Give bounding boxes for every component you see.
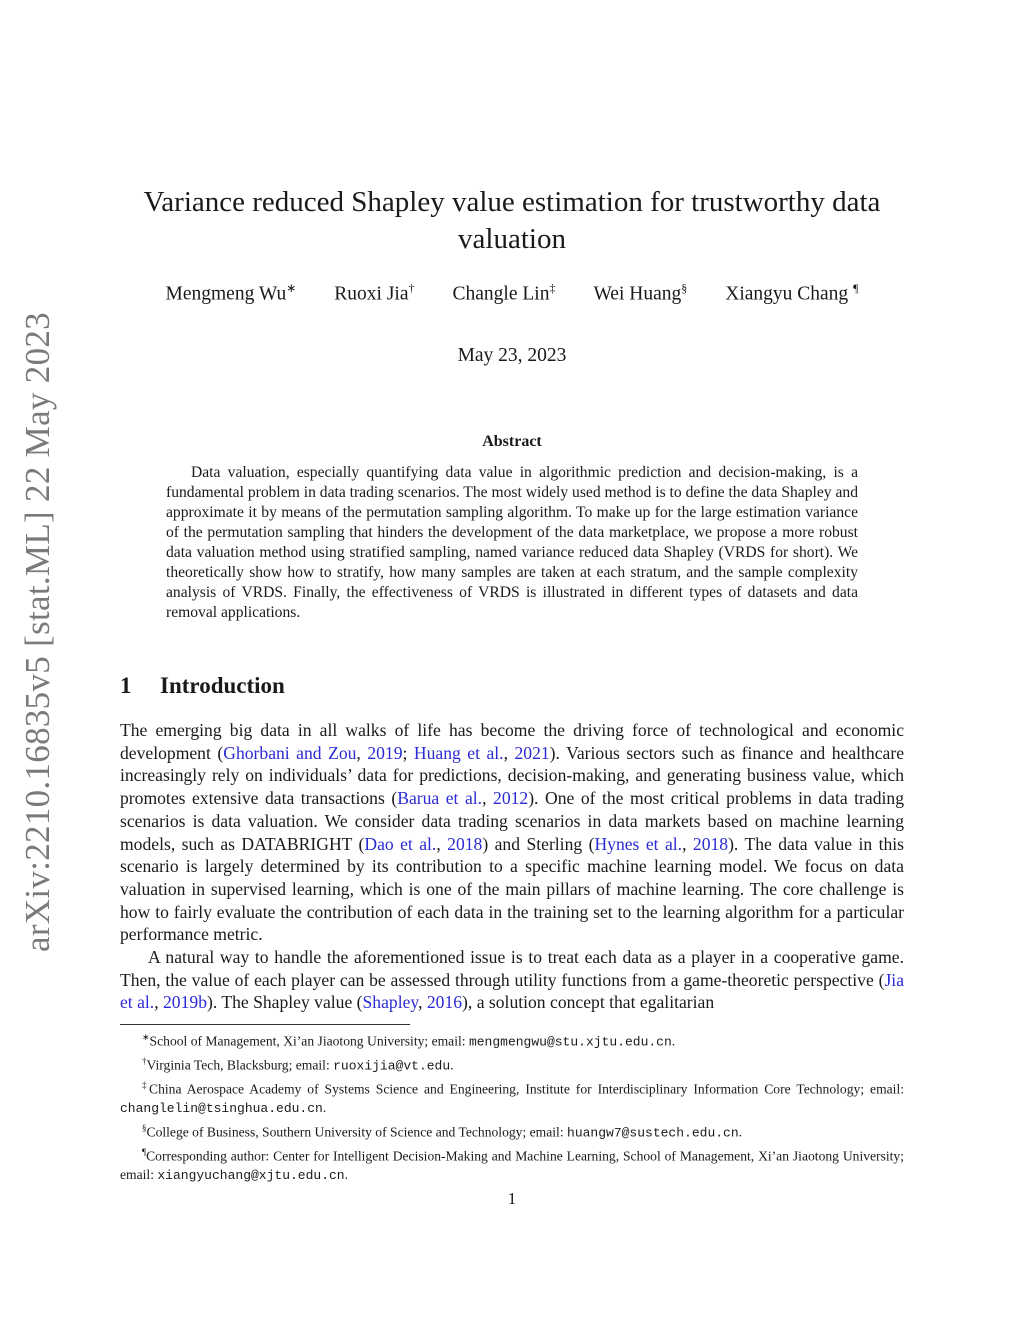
footnote-mark: ¶ xyxy=(142,1147,147,1158)
footnote xyxy=(120,1052,904,1076)
footnote-mark[interactable]: § xyxy=(681,281,688,295)
citation-link[interactable]: 2019b xyxy=(163,992,207,1013)
footnote-punct: . xyxy=(322,1100,327,1116)
citation-link[interactable]: 2019 xyxy=(367,742,403,763)
footnote-punct: . xyxy=(671,1033,676,1049)
footnote-mark: § xyxy=(142,1122,147,1133)
section-heading xyxy=(120,673,285,699)
citation-link[interactable]: Ghorbani and Zou xyxy=(223,742,357,763)
footnote-mark: ∗ xyxy=(142,1032,150,1042)
paragraph-text: ). One of the most critical problems in data trading scenarios is data valuation. We consider data trading scenarios in data markets based on machine learning models, such as DATABRIGHT ( xyxy=(120,788,904,854)
author xyxy=(166,281,297,306)
footnote-mark: ‡ xyxy=(142,1080,150,1091)
author xyxy=(593,281,687,306)
author-name: Mengmeng Wu xyxy=(165,283,287,305)
footnote-text: Corresponding author: Center for Intelligent Decision-Making and Machine Learning, School of Management, Xi’an Jiaotong University; email: xyxy=(120,1148,904,1183)
paragraph-text: , xyxy=(482,788,494,809)
author xyxy=(453,281,556,306)
footnote-text: China Aerospace Academy of Systems Science and Engineering, Institute for Interdisciplinary Information Core Technology; email: xyxy=(149,1081,905,1097)
footnote-divider xyxy=(120,1024,410,1025)
citation-link[interactable]: 2018 xyxy=(447,833,483,854)
author xyxy=(334,281,414,306)
body-paragraph xyxy=(120,946,904,1014)
citation-link[interactable]: 2016 xyxy=(426,992,463,1013)
footnote xyxy=(120,1028,904,1052)
footnote-email: xiangyuchang@xjtu.edu.cn xyxy=(157,1168,345,1184)
footnote-email: mengmengwu@stu.xjtu.edu.cn xyxy=(468,1034,672,1050)
citation-link[interactable]: 2018 xyxy=(692,833,729,854)
citation-link[interactable]: Jia et al. xyxy=(120,969,904,1013)
citation-link[interactable]: Huang et al. xyxy=(413,742,504,763)
citation-link[interactable]: Shapley xyxy=(362,992,419,1013)
footnote-mark[interactable]: ∗ xyxy=(286,281,297,295)
citation-link[interactable]: 2021 xyxy=(514,742,550,763)
footnote xyxy=(120,1143,904,1186)
paragraph-text: ). The Shapley value ( xyxy=(206,992,363,1013)
footnote xyxy=(120,1119,904,1143)
citation-link[interactable]: Dao et al. xyxy=(364,833,437,854)
footnote-mark[interactable]: ‡ xyxy=(549,281,556,295)
paragraph-text: A natural way to handle the aforementioned issue is to treat each data as a player in a cooperative game. Then, the value of each player can be assessed through utility functions from a game-theoretic perspective ( xyxy=(120,947,904,990)
abstract-heading: Abstract xyxy=(482,433,542,450)
paragraph-text: ). The data value in this scenario is largely determined by its contribution to a specific machine learning model. We focus on data valuation in supervised learning, which is one of the main pillars of machine learning. The core challenge is how to fairly evaluate the contribution of each data in the training set to the learning algorithm for a particular performance metric. xyxy=(120,833,905,945)
paper-title: Variance reduced Shapley value estimation for trustworthy data valuation xyxy=(143,186,881,255)
paragraph-text: ) and Sterling ( xyxy=(482,833,595,854)
paragraph-text: , xyxy=(356,742,368,763)
author-name: Ruoxi Jia xyxy=(334,283,409,305)
footnote xyxy=(120,1076,904,1119)
paragraph-text: , xyxy=(154,992,163,1013)
author-name: Xiangyu Chang xyxy=(725,283,854,305)
footnote-email: ruoxijia@vt.edu xyxy=(333,1058,451,1074)
paragraph-text: , xyxy=(436,833,448,854)
citation-link[interactable]: Barua et al. xyxy=(397,788,483,809)
date: May 23, 2023 xyxy=(457,345,567,366)
paragraph-text: ), a solution concept that egalitarian xyxy=(462,992,715,1013)
citation-link[interactable]: Hynes et al. xyxy=(594,833,683,854)
page-number: 1 xyxy=(507,1189,517,1208)
footnote-mark[interactable]: ¶ xyxy=(853,281,859,295)
author-name: Changle Lin xyxy=(452,283,550,305)
paragraph-text: , xyxy=(418,992,427,1013)
footnote-email: huangw7@sustech.edu.cn xyxy=(567,1125,739,1141)
footnote-mark: † xyxy=(142,1056,147,1067)
section-title: Introduction xyxy=(160,673,285,698)
footnotes xyxy=(120,1028,904,1186)
paragraph-text: ). Various sectors such as finance and healthcare increasingly rely on individuals’ data for predictions, decision-making, and generating business value, which promotes extensive data transactions ( xyxy=(120,742,904,809)
paragraph-text: , xyxy=(682,833,693,854)
footnote-punct: . xyxy=(344,1167,349,1183)
paragraph-text: ; xyxy=(402,742,414,763)
body-paragraph xyxy=(120,719,904,946)
paragraph-text: , xyxy=(503,742,515,763)
author-name: Wei Huang xyxy=(593,283,682,305)
footnote-text: Virginia Tech, Blacksburg; email: xyxy=(146,1057,334,1073)
abstract-text: Data valuation, especially quantifying data value in algorithmic prediction and decision-making, is a fundamental problem in data trading scenarios. The most widely used method is to define the data Shapley and approximate it by means of the permutation sampling algorithm. To make up for the large estimation variance of the permutation sampling that hinders the development of the data marketplace, we propose a more robust data valuation method using stratified sampling, named variance reduced data Shapley (VRDS for short). We theoretically show how to stratify, how many samples are taken at each stratum, and the sample complexity analysis of VRDS. Finally, the effectiveness of VRDS is illustrated in different types of datasets and data removal applications. xyxy=(166,464,858,621)
arxiv-identifier-sidebar: arXiv:2210.16835v5 [stat.ML] 22 May 2023 xyxy=(18,312,57,952)
footnote-text: College of Business, Southern University of Science and Technology; email: xyxy=(146,1124,568,1140)
author-list xyxy=(0,281,1024,306)
footnote-punct: . xyxy=(738,1124,743,1140)
footnote-punct: . xyxy=(450,1057,454,1073)
author xyxy=(725,281,858,306)
paragraph-text: The emerging big data in all walks of life has become the driving force of technological and economic development ( xyxy=(120,720,904,763)
citation-link[interactable]: 2012 xyxy=(493,788,529,809)
footnote-text: School of Management, Xi’an Jiaotong University; email: xyxy=(149,1033,469,1049)
footnote-email: changlelin@tsinghua.edu.cn xyxy=(120,1101,323,1117)
section-number: 1 xyxy=(120,673,132,698)
footnote-mark[interactable]: † xyxy=(408,281,415,295)
